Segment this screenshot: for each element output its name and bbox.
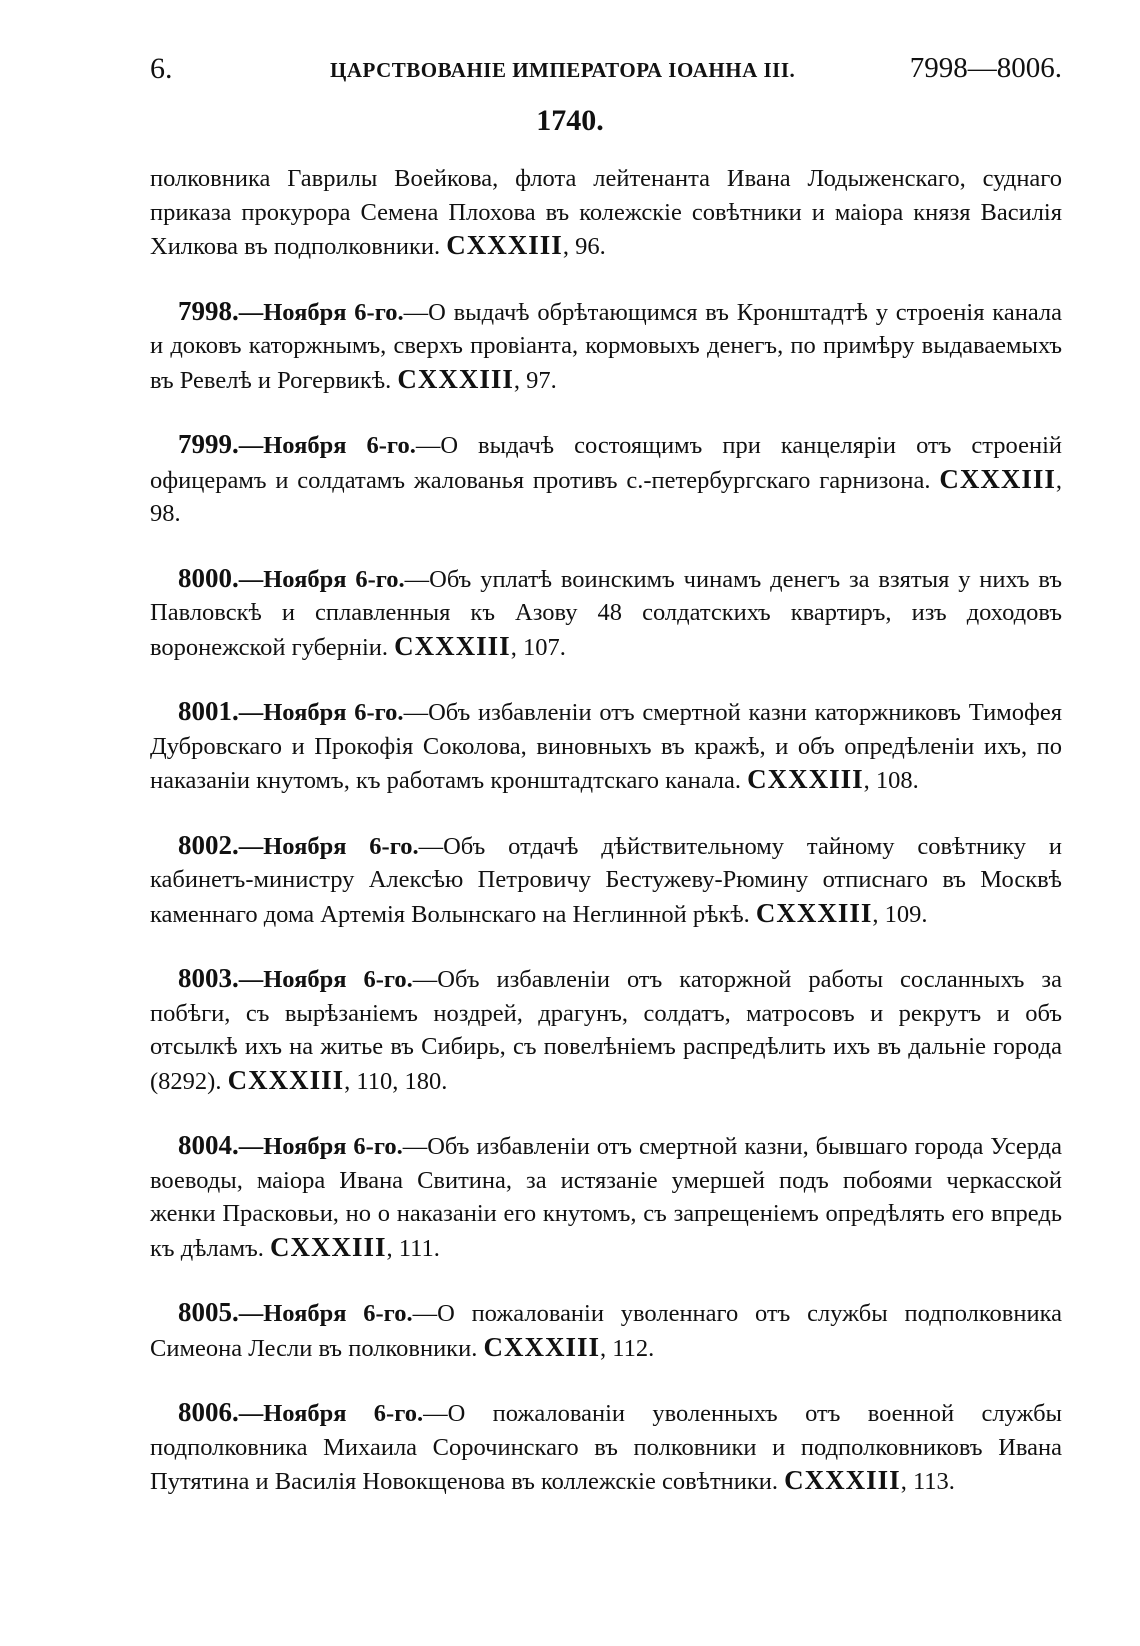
entry-date: —Ноября 6-го. xyxy=(238,298,404,326)
entry-date: —Ноября 6-го. xyxy=(238,966,413,993)
entry-ref-tail: , 112. xyxy=(599,1334,655,1362)
entry-8003 xyxy=(150,962,1062,1098)
entry-number: 8001. xyxy=(178,696,239,726)
entry-number: 7999. xyxy=(178,429,239,459)
entry-text: —О выдачѣ состоящимъ при канцеляріи отъ строеній офицерамъ и солдатамъ жалованья противъ с.-петербургскаго гарнизона. xyxy=(150,432,1062,494)
intro-paragraph xyxy=(150,162,1062,264)
entry-text: —О пожалованіи уволеннаго отъ службы подполковника Симеона Лесли въ полковники. xyxy=(150,1300,1062,1362)
entry-text: —Объ избавленіи отъ смертной казни, бывшаго города Усерда воеводы, маіора Ивана Свитина, за истязаніе умершей подъ побоями черкасской женки Прасковьи, но о наказаніи его кнутомъ, съ запрещеніемъ опредѣлять его впредь къ дѣламъ. xyxy=(150,1133,1063,1262)
entry-date: —Ноября 6-го. xyxy=(238,565,405,593)
entry-text: —Объ уплатѣ воинскимъ чинамъ денегъ за взятыя у нихъ въ Павловскѣ и сплавленныя къ Азову 48 солдатскихъ квартиръ, изъ доходовъ воронежской губерніи. xyxy=(150,565,1062,661)
entry-date: —Ноября 6-го. xyxy=(238,699,404,726)
entry-date: —Ноября 6-го. xyxy=(238,1300,413,1327)
entry-ref: CXXXIII xyxy=(755,897,873,928)
entry-date: —Ноября 6-го. xyxy=(238,832,419,860)
entry-ref-tail: , 97. xyxy=(513,366,557,394)
entry-8000 xyxy=(150,562,1062,665)
entry-number: 8004. xyxy=(178,1130,239,1160)
entry-8002 xyxy=(150,829,1062,932)
entry-8004 xyxy=(150,1129,1062,1265)
entry-8005 xyxy=(150,1296,1062,1365)
entry-date: —Ноября 6-го. xyxy=(238,432,416,459)
entry-number: 7998. xyxy=(178,295,239,326)
entry-8001 xyxy=(150,695,1062,798)
entry-ref-tail: , 107. xyxy=(510,633,566,661)
entry-ref: CXXXIII xyxy=(227,1064,345,1095)
entry-ref: CXXXIII xyxy=(483,1331,600,1362)
page-header xyxy=(150,52,1062,96)
entry-number-range: 7998—8006. xyxy=(909,52,1062,84)
entry-text: —Объ отдачѣ дѣйствительному тайному совѣтнику и кабинетъ-министру Алексѣю Петровичу Бестужеву-Рюмину отписнаго въ Москвѣ каменнаго дома Артемія Волынскаго на Неглинной рѣкѣ. xyxy=(150,832,1062,928)
entry-number: 8003. xyxy=(178,963,239,993)
entry-ref-tail: , 108. xyxy=(863,767,919,794)
entry-date: —Ноября 6-го. xyxy=(238,1133,403,1160)
entry-ref: CXXXIII xyxy=(784,1465,901,1495)
entry-7999 xyxy=(150,428,1062,531)
entry-ref: CXXXIII xyxy=(270,1231,387,1262)
entry-7998 xyxy=(150,295,1062,398)
entry-ref: CXXXIII xyxy=(394,630,511,661)
entry-ref: CXXXIII xyxy=(939,463,1056,494)
document-body xyxy=(150,162,1062,1499)
entry-text: —Объ избавленіи отъ смертной казни каторжниковъ Тимофея Дубровскаго и Прокофія Соколова, виновныхъ въ кражѣ, и объ опредѣленіи ихъ, по наказаніи кнутомъ, къ работамъ кронштадтскаго канала. xyxy=(150,699,1062,794)
page-number: 6. xyxy=(150,52,173,85)
entry-ref-tail: , 98. xyxy=(150,466,1063,527)
entry-ref-tail: , 111. xyxy=(386,1234,440,1262)
intro-text: полковника Гаврилы Воейкова, флота лейтенанта Ивана Лодыженскаго, суднаго приказа прокурора Семена Плохова въ колежскіе совѣтники и маіора князя Василія Хилкова въ подполковники. xyxy=(150,165,1062,260)
entry-number: 8006. xyxy=(178,1397,239,1427)
entry-8006 xyxy=(150,1396,1062,1499)
intro-ref: CXXXIII xyxy=(446,230,563,260)
entry-number: 8002. xyxy=(178,829,239,860)
entry-ref-tail: , 109. xyxy=(872,900,928,928)
running-title: ЦАРСТВОВАНІЕ ИМПЕРАТОРА ІОАННА III. xyxy=(330,58,796,82)
intro-ref-tail: , 96. xyxy=(562,233,606,260)
entry-ref: CXXXIII xyxy=(747,764,864,794)
entry-number: 8000. xyxy=(178,562,239,593)
entry-text: —О пожалованіи уволенныхъ отъ военной службы подполковника Михаила Сорочинскаго въ полковники и подполковниковъ Ивана Путятина и Василія Новокщенова въ коллежскіе совѣтники. xyxy=(150,1400,1063,1495)
year-heading: 1740. xyxy=(536,104,604,137)
entry-ref-tail: , 113. xyxy=(900,1468,955,1495)
entry-ref-tail: , 110, 180. xyxy=(344,1067,448,1095)
entry-number: 8005. xyxy=(178,1297,239,1327)
entry-text: —О выдачѣ обрѣтающимся въ Кронштадтѣ у строенія канала и доковъ каторжнымъ, сверхъ провіанта, кормовыхъ денегъ, по примѣру выдаваемыхъ въ Ревелѣ и Рогервикѣ. xyxy=(150,298,1063,394)
entry-text: —Объ избавленіи отъ каторжной работы сосланныхъ за побѣги, съ вырѣзаніемъ ноздрей, драгунъ, солдатъ, матросовъ и рекрутъ и объ отсылкѣ ихъ на житье въ Сибирь, съ повелѣніемъ распредѣлить ихъ въ дальніе города (8292). xyxy=(150,966,1062,1095)
entry-date: —Ноября 6-го. xyxy=(238,1400,424,1427)
entry-ref: CXXXIII xyxy=(397,363,514,394)
